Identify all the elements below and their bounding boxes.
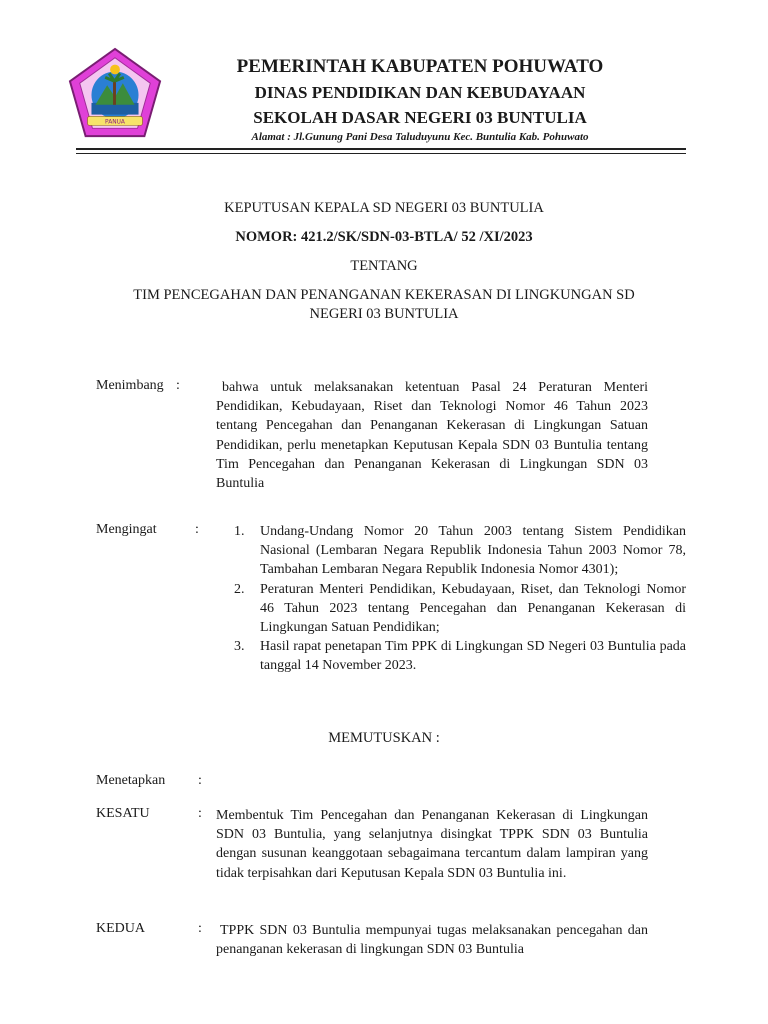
letterhead-divider-thin — [76, 153, 686, 154]
kesatu-colon: : — [198, 806, 202, 821]
kesatu-text: Membentuk Tim Pencegahan dan Penanganan Kekerasan di Lingkungan SDN 03 Buntulia, yang selanjutnya disingkat TPPK SDN 03 Buntulia dengan susunan keanggotaan sebagaimana tercantum dalam lampiran yang tidak terpisahkan dari Keputusan Kepala SDN 03 Buntulia ini. — [216, 808, 648, 881]
menetapkan-label: Menetapkan — [96, 773, 166, 788]
government-name: PEMERINTAH KABUPATEN POHUWATO — [236, 56, 604, 77]
pohuwato-regency-emblem-icon — [66, 46, 164, 144]
kesatu-label: KESATU — [96, 806, 150, 821]
memutuskan-heading: MEMUTUSKAN : — [328, 730, 440, 746]
mengingat-colon: : — [195, 522, 199, 537]
list-item-number: 1. — [234, 524, 245, 539]
list-item-text: Peraturan Menteri Pendidikan, Kebudayaan, Riset, dan Teknologi Nomor 46 Tahun 2023 tentang Pencegahan dan Penanganan Kekerasan di Lingkungan Satuan Pendidikan; — [260, 581, 686, 636]
decree-subject-line2: NEGERI 03 BUNTULIA — [309, 306, 459, 322]
list-item — [234, 580, 686, 638]
mengingat-list — [234, 522, 686, 676]
menimbang-text: bahwa untuk melaksanakan ketentuan Pasal 24 Peraturan Menteri Pendidikan, Kebudayaan, Riset dan Teknologi Nomor 46 Tahun 2023 tentang Pencegahan dan Penanganan Kekerasan di Lingkungan Satuan Pendidikan, perlu menetapkan Keputusan Kepala SDN 03 Buntulia tentang Tim Pencegahan dan Penanganan Kekerasan di Lingkungan SDN 03 Buntulia — [216, 380, 648, 492]
list-item — [234, 522, 686, 580]
school-name: SEKOLAH DASAR NEGERI 03 BUNTULIA — [253, 108, 587, 127]
decree-subject-line1: TIM PENCEGAHAN DAN PENANGANAN KEKERASAN DI LINGKUNGAN SD — [133, 287, 635, 303]
decree-about: TENTANG — [350, 258, 418, 274]
decree-number: NOMOR: 421.2/SK/SDN-03-BTLA/ 52 /XI/2023 — [235, 229, 533, 245]
kedua-colon: : — [198, 921, 202, 936]
menimbang-colon: : — [176, 378, 180, 393]
department-name: DINAS PENDIDIKAN DAN KEBUDAYAAN — [254, 83, 586, 102]
list-item — [234, 637, 686, 675]
list-item-text: Hasil rapat penetapan Tim PPK di Lingkungan SD Negeri 03 Buntulia pada tanggal 14 November 2023. — [260, 639, 686, 674]
school-address: Alamat : Jl.Gunung Pani Desa Taluduyunu Kec. Buntulia Kab. Pohuwato — [251, 131, 589, 143]
list-item-number: 2. — [234, 581, 245, 597]
kedua-text: TPPK SDN 03 Buntulia mempunyai tugas melaksanakan pencegahan dan penanganan kekerasan di lingkungan SDN 03 Buntulia — [216, 923, 648, 958]
letterhead-divider-thick — [76, 148, 686, 150]
menimbang-label: Menimbang — [96, 378, 164, 393]
list-item-number: 3. — [234, 639, 245, 655]
emblem-ribbon-text: PANUA — [105, 119, 125, 126]
menetapkan-colon: : — [198, 773, 202, 788]
kedua-label: KEDUA — [96, 921, 145, 936]
decree-title: KEPUTUSAN KEPALA SD NEGERI 03 BUNTULIA — [224, 200, 544, 216]
list-item-text: Undang-Undang Nomor 20 Tahun 2003 tentang Sistem Pendidikan Nasional (Lembaran Negara Republik Indonesia Tahun 2003 Nomor 78, Tambahan Lembaran Negara Republik Indonesia Nomor 4301); — [260, 524, 686, 578]
mengingat-label: Mengingat — [96, 522, 157, 537]
